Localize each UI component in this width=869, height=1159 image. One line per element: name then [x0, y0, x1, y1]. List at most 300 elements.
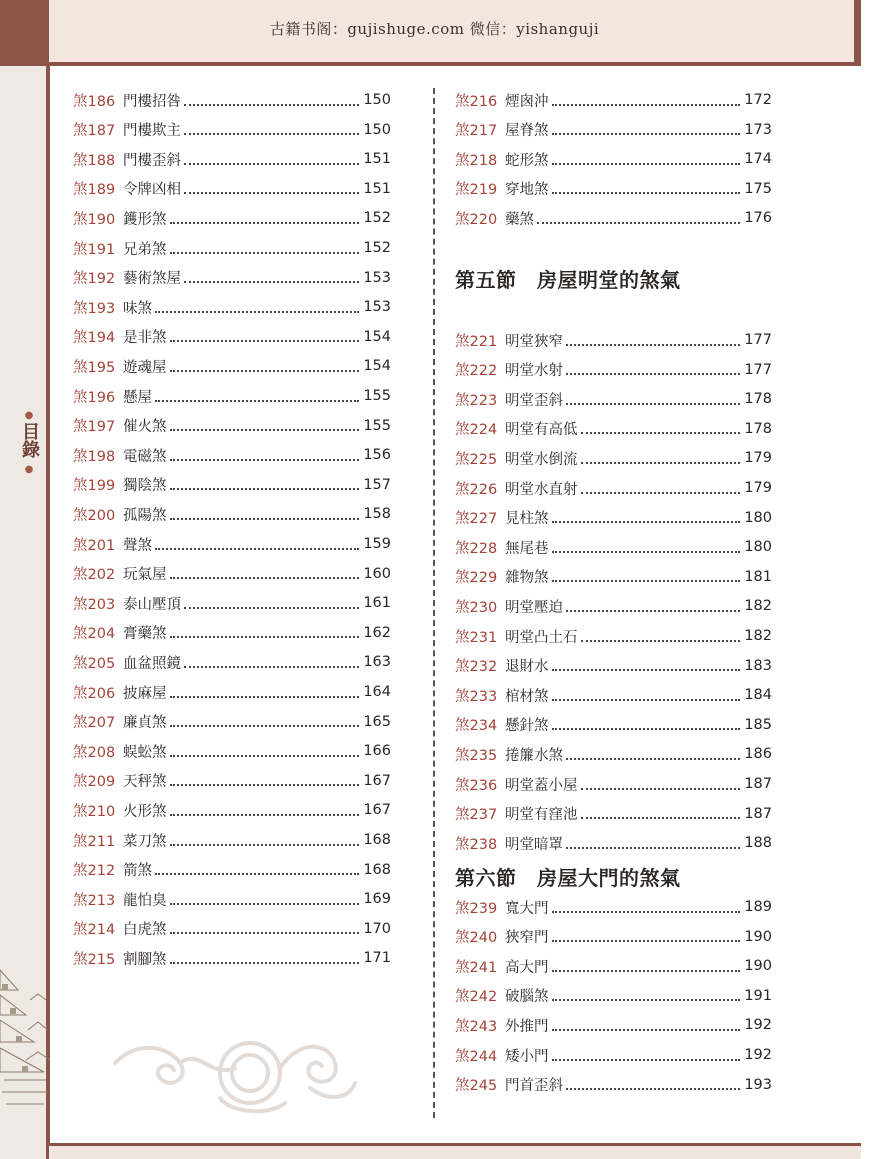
toc-entry[interactable] [455, 1044, 772, 1066]
entry-page: 162 [363, 624, 391, 641]
toc-entry[interactable] [73, 888, 391, 910]
entry-code: 煞226 [455, 481, 498, 498]
leader-dots [581, 779, 741, 790]
entry-title: 獨陰煞 [123, 478, 167, 495]
entry-code: 煞220 [455, 211, 498, 228]
footer-band [49, 1143, 861, 1159]
toc-entry[interactable] [73, 770, 391, 792]
entry-page: 161 [363, 595, 391, 612]
entry-page: 192 [744, 1047, 772, 1063]
leader-dots [170, 479, 360, 490]
toc-entry[interactable] [455, 655, 772, 677]
toc-entry[interactable] [455, 536, 772, 558]
entry-title: 是非煞 [123, 330, 167, 347]
entry-page: 156 [363, 447, 391, 464]
entry-title: 明堂水倒流 [505, 451, 578, 468]
toc-entry[interactable] [455, 507, 772, 529]
leader-dots [566, 335, 740, 346]
toc-entry[interactable] [455, 1014, 772, 1036]
entry-code: 煞244 [455, 1048, 498, 1065]
toc-entry[interactable] [455, 119, 772, 141]
entry-code: 煞234 [455, 718, 498, 735]
entry-page: 168 [363, 861, 391, 878]
entry-page: 155 [363, 388, 391, 404]
leader-dots [170, 450, 360, 461]
entry-code: 煞214 [73, 922, 116, 939]
entry-code: 煞212 [73, 863, 116, 880]
entry-code: 煞232 [455, 659, 498, 676]
toc-entry[interactable] [73, 237, 391, 259]
toc-entry[interactable] [73, 326, 391, 348]
entry-code: 煞191 [73, 241, 116, 258]
toc-entry[interactable] [455, 329, 772, 351]
entry-page: 190 [744, 958, 772, 975]
leader-dots [170, 953, 360, 964]
leader-dots [184, 598, 359, 609]
entry-page: 185 [744, 716, 772, 733]
pagoda-illustration-icon [0, 960, 50, 1110]
entry-page: 171 [363, 950, 391, 967]
entry-title: 蛇形煞 [505, 152, 549, 169]
toc-entry[interactable] [73, 148, 391, 170]
entry-code: 煞203 [73, 596, 116, 613]
leader-dots [581, 631, 741, 642]
entry-code: 煞196 [73, 389, 116, 406]
leader-dots [552, 690, 741, 701]
leader-dots [552, 660, 741, 671]
entry-page: 193 [744, 1076, 772, 1093]
toc-entry[interactable] [455, 148, 772, 170]
entry-code: 煞194 [73, 330, 116, 347]
toc-entry[interactable] [73, 207, 391, 229]
entry-code: 煞231 [455, 629, 498, 646]
entry-title: 藝術煞屋 [123, 271, 181, 288]
toc-entry[interactable] [73, 592, 391, 614]
entry-code: 煞206 [73, 685, 116, 702]
toc-entry[interactable] [455, 896, 772, 918]
leader-dots [566, 749, 740, 760]
toc-entry[interactable] [455, 447, 772, 469]
cloud-ornament-icon [110, 1018, 360, 1118]
entry-title: 雜物煞 [505, 570, 549, 587]
entry-code: 煞207 [73, 715, 116, 732]
entry-code: 煞228 [455, 540, 498, 557]
leader-dots [566, 364, 740, 375]
entry-title: 廉貞煞 [123, 715, 167, 732]
leader-dots [184, 657, 359, 668]
entry-title: 明堂蓋小屋 [505, 777, 578, 794]
side-chapter-label [17, 410, 41, 476]
entry-title: 明堂水射 [505, 363, 563, 380]
entry-code: 煞245 [455, 1078, 498, 1095]
entry-code: 煞213 [73, 892, 116, 909]
entry-code: 煞224 [455, 422, 498, 439]
entry-title: 泰山壓頂 [123, 596, 181, 613]
entry-title: 血盆照鏡 [123, 655, 181, 672]
entry-title: 天秤煞 [123, 774, 167, 791]
entry-page: 159 [363, 536, 391, 552]
toc-entry[interactable] [455, 359, 772, 381]
entry-title: 箭煞 [123, 863, 152, 880]
toc-entry[interactable] [73, 563, 391, 585]
entry-code: 煞188 [73, 152, 116, 169]
entry-page: 187 [744, 776, 772, 792]
entry-title: 門首歪斜 [505, 1078, 563, 1095]
toc-entry[interactable] [455, 477, 772, 499]
entry-page: 153 [363, 269, 391, 286]
toc-entry[interactable] [455, 595, 772, 617]
leader-dots [184, 183, 359, 194]
entry-page: 181 [744, 568, 772, 585]
entry-title: 火形煞 [123, 803, 167, 820]
entry-title: 蜈蚣煞 [123, 744, 167, 761]
entry-title: 明堂歪斜 [505, 392, 563, 409]
entry-page: 174 [744, 151, 772, 168]
leader-dots [552, 512, 741, 523]
toc-entry[interactable] [455, 714, 772, 736]
entry-title: 見柱煞 [505, 511, 549, 528]
toc-entry[interactable] [73, 89, 391, 111]
toc-entry[interactable] [455, 388, 772, 410]
entry-title: 菜刀煞 [123, 833, 167, 850]
dot-icon: ● [24, 464, 34, 475]
entry-page: 167 [363, 772, 391, 789]
entry-title: 高大門 [505, 959, 549, 976]
leader-dots [155, 302, 359, 313]
entry-title: 煙囪沖 [505, 93, 549, 110]
toc-entry[interactable] [73, 740, 391, 762]
entry-page: 152 [363, 210, 391, 227]
toc-entry[interactable] [73, 533, 391, 555]
leader-dots [552, 902, 741, 913]
entry-code: 煞192 [73, 271, 116, 288]
entry-code: 煞205 [73, 655, 116, 672]
entry-title: 電磁煞 [123, 448, 167, 465]
entry-page: 172 [744, 92, 772, 108]
entry-page: 179 [744, 480, 772, 496]
toc-entry[interactable] [73, 296, 391, 318]
leader-dots [552, 1050, 741, 1061]
toc-entry[interactable] [455, 178, 772, 200]
leader-dots [552, 183, 741, 194]
entry-title: 明堂水直射 [505, 481, 578, 498]
entry-title: 穿地煞 [505, 182, 549, 199]
entry-code: 煞209 [73, 774, 116, 791]
section-5-heading: 第五節 房屋明堂的煞氣 [455, 268, 681, 292]
entry-page: 179 [744, 450, 772, 467]
leader-dots [155, 391, 359, 402]
toc-entry[interactable] [455, 955, 772, 977]
entry-page: 184 [744, 687, 772, 704]
toc-entry[interactable] [455, 985, 772, 1007]
dot-icon: ● [24, 410, 34, 421]
toc-entry[interactable] [73, 947, 391, 969]
entry-code: 煞198 [73, 448, 116, 465]
entry-page: 191 [744, 987, 772, 1004]
leader-dots [581, 483, 741, 494]
toc-entry[interactable] [73, 622, 391, 644]
toc-entry[interactable] [455, 89, 772, 111]
entry-title: 玩氣屋 [123, 567, 167, 584]
leader-dots [184, 154, 359, 165]
entry-title: 兄弟煞 [123, 241, 167, 258]
toc-entry[interactable] [455, 1074, 772, 1096]
toc-entry[interactable] [455, 684, 772, 706]
entry-page: 160 [363, 565, 391, 582]
entry-code: 煞208 [73, 744, 116, 761]
toc-entry[interactable] [73, 119, 391, 141]
toc-entry[interactable] [455, 803, 772, 825]
entry-page: 187 [744, 805, 772, 822]
entry-code: 煞201 [73, 537, 116, 554]
leader-dots [170, 894, 360, 905]
toc-entry[interactable] [455, 832, 772, 854]
entry-page: 151 [363, 180, 391, 197]
leader-dots [581, 453, 741, 464]
entry-code: 煞236 [455, 777, 498, 794]
entry-title: 棺材煞 [505, 688, 549, 705]
toc-entry[interactable] [455, 743, 772, 765]
entry-page: 165 [363, 713, 391, 730]
entry-page: 182 [744, 598, 772, 615]
toc-entry[interactable] [73, 355, 391, 377]
entry-code: 煞222 [455, 363, 498, 380]
leader-dots [184, 95, 359, 106]
entry-title: 退財水 [505, 659, 549, 676]
toc-entry[interactable] [455, 207, 772, 229]
toc-entry[interactable] [73, 474, 391, 496]
toc-entry[interactable] [455, 566, 772, 588]
leader-dots [552, 154, 741, 165]
leader-dots [184, 272, 359, 283]
entry-page: 154 [363, 328, 391, 345]
entry-code: 煞238 [455, 836, 498, 853]
entry-code: 煞193 [73, 300, 116, 317]
entry-code: 煞190 [73, 211, 116, 228]
entry-page: 155 [363, 417, 391, 434]
entry-code: 煞227 [455, 511, 498, 528]
leader-dots [170, 509, 360, 520]
entry-page: 176 [744, 210, 772, 227]
leader-dots [170, 775, 360, 786]
toc-entry[interactable] [73, 415, 391, 437]
entry-code: 煞230 [455, 599, 498, 616]
entry-page: 180 [744, 509, 772, 526]
entry-page: 173 [744, 121, 772, 138]
entry-code: 煞239 [455, 900, 498, 917]
leader-dots [566, 601, 740, 612]
leader-dots [552, 931, 741, 942]
leader-dots [170, 361, 360, 372]
leader-dots [552, 719, 741, 730]
entry-title: 催火煞 [123, 419, 167, 436]
entry-code: 煞223 [455, 392, 498, 409]
entry-code: 煞225 [455, 451, 498, 468]
entry-page: 178 [744, 391, 772, 408]
leader-dots [552, 1020, 741, 1031]
entry-title: 白虎煞 [123, 922, 167, 939]
entry-title: 味煞 [123, 300, 152, 317]
toc-entry[interactable] [455, 418, 772, 440]
entry-page: 180 [744, 539, 772, 556]
entry-page: 163 [363, 654, 391, 671]
entry-code: 煞237 [455, 807, 498, 824]
entry-page: 167 [363, 802, 391, 819]
leader-dots [552, 95, 741, 106]
entry-code: 煞242 [455, 989, 498, 1006]
entry-title: 狹窄門 [505, 930, 549, 947]
leader-dots [552, 124, 741, 135]
entry-title: 無尾巷 [505, 540, 549, 557]
leader-dots [170, 331, 360, 342]
entry-code: 煞217 [455, 123, 498, 140]
entry-title: 門樓歪斜 [123, 152, 181, 169]
entry-code: 煞216 [455, 93, 498, 110]
section-6-heading: 第六節 房屋大門的煞氣 [455, 866, 681, 890]
toc-entry[interactable] [73, 859, 391, 881]
toc-entry[interactable] [455, 625, 772, 647]
toc-entry[interactable] [73, 829, 391, 851]
side-label-text: 目錄 [19, 422, 40, 458]
toc-entry[interactable] [73, 918, 391, 940]
entry-page: 153 [363, 299, 391, 316]
entry-code: 煞240 [455, 930, 498, 947]
entry-code: 煞211 [73, 833, 116, 850]
entry-title: 矮小門 [505, 1048, 549, 1065]
leader-dots [581, 808, 741, 819]
leader-dots [155, 539, 359, 550]
entry-title: 屋脊煞 [505, 123, 549, 140]
toc-entry[interactable] [73, 681, 391, 703]
entry-page: 169 [363, 891, 391, 908]
entry-title: 龍怕臭 [123, 892, 167, 909]
entry-title: 膏藥煞 [123, 626, 167, 643]
leader-dots [552, 961, 741, 972]
entry-code: 煞241 [455, 959, 498, 976]
entry-title: 懸屋 [123, 389, 152, 406]
leader-dots [566, 838, 740, 849]
toc-entry[interactable] [73, 651, 391, 673]
entry-code: 煞221 [455, 333, 498, 350]
entry-code: 煞200 [73, 507, 116, 524]
toc-entry[interactable] [73, 178, 391, 200]
leader-dots [170, 420, 360, 431]
entry-title: 割腳煞 [123, 951, 167, 968]
entry-title: 懸針煞 [505, 718, 549, 735]
entry-code: 煞210 [73, 803, 116, 820]
toc-entry[interactable] [73, 267, 391, 289]
entry-title: 明堂壓迫 [505, 599, 563, 616]
entry-title: 捲簾水煞 [505, 747, 563, 764]
leader-dots [552, 990, 741, 1001]
leader-dots [170, 923, 360, 934]
leader-dots [552, 542, 741, 553]
entry-page: 175 [744, 180, 772, 197]
leader-dots [552, 571, 741, 582]
entry-code: 煞243 [455, 1018, 498, 1035]
entry-title: 外推門 [505, 1018, 549, 1035]
entry-page: 177 [744, 332, 772, 348]
entry-title: 明堂有高低 [505, 422, 578, 439]
entry-code: 煞204 [73, 626, 116, 643]
leader-dots [170, 213, 360, 224]
entry-code: 煞186 [73, 93, 116, 110]
entry-code: 煞235 [455, 747, 498, 764]
entry-title: 令牌凶相 [123, 182, 181, 199]
entry-page: 188 [744, 835, 772, 852]
column-divider [433, 88, 435, 1118]
entry-code: 煞229 [455, 570, 498, 587]
entry-code: 煞215 [73, 951, 116, 968]
entry-title: 明堂有窪池 [505, 807, 578, 824]
leader-dots [170, 687, 360, 698]
entry-page: 190 [744, 928, 772, 945]
entry-title: 鑊形煞 [123, 211, 167, 228]
entry-page: 177 [744, 361, 772, 378]
leader-dots [566, 394, 740, 405]
entry-page: 183 [744, 657, 772, 674]
entry-page: 166 [363, 743, 391, 760]
toc-entry[interactable] [73, 444, 391, 466]
entry-title: 寬大門 [505, 900, 549, 917]
watermark-text: 古籍书阁：gujishuge.com 微信：yishanguji [269, 20, 600, 38]
leader-dots [566, 1079, 740, 1090]
entry-page: 154 [363, 358, 391, 375]
toc-entry[interactable] [455, 773, 772, 795]
entry-page: 152 [363, 240, 391, 256]
leader-dots [155, 864, 359, 875]
entry-page: 182 [744, 628, 772, 644]
entry-title: 明堂凸土石 [505, 629, 578, 646]
entry-title: 明堂暗罩 [505, 836, 563, 853]
leader-dots [581, 423, 741, 434]
leader-dots [170, 243, 360, 254]
entry-title: 明堂狹窄 [505, 333, 563, 350]
entry-code: 煞199 [73, 478, 116, 495]
entry-code: 煞187 [73, 123, 116, 140]
leader-dots [170, 835, 360, 846]
entry-page: 158 [363, 506, 391, 523]
entry-code: 煞189 [73, 182, 116, 199]
entry-code: 煞197 [73, 419, 116, 436]
entry-code: 煞202 [73, 567, 116, 584]
entry-title: 門樓欺主 [123, 123, 181, 140]
entry-page: 157 [363, 476, 391, 493]
entry-page: 151 [363, 151, 391, 168]
leader-dots [170, 627, 360, 638]
entry-title: 門樓招咎 [123, 93, 181, 110]
leader-dots [184, 124, 359, 135]
entry-page: 150 [363, 121, 391, 138]
leader-dots [170, 746, 360, 757]
leader-dots [170, 805, 360, 816]
toc-entry[interactable] [73, 385, 391, 407]
entry-code: 煞195 [73, 359, 116, 376]
entry-page: 164 [363, 684, 391, 700]
entry-page: 189 [744, 899, 772, 915]
toc-entry[interactable] [73, 799, 391, 821]
leader-dots [170, 716, 360, 727]
toc-entry[interactable] [73, 503, 391, 525]
entry-title: 披麻屋 [123, 685, 167, 702]
entry-title: 遊魂屋 [123, 359, 167, 376]
entry-code: 煞218 [455, 152, 498, 169]
toc-entry[interactable] [73, 711, 391, 733]
entry-page: 170 [363, 920, 391, 937]
toc-entry[interactable] [455, 926, 772, 948]
entry-title: 藥煞 [505, 211, 534, 228]
entry-code: 煞219 [455, 182, 498, 199]
